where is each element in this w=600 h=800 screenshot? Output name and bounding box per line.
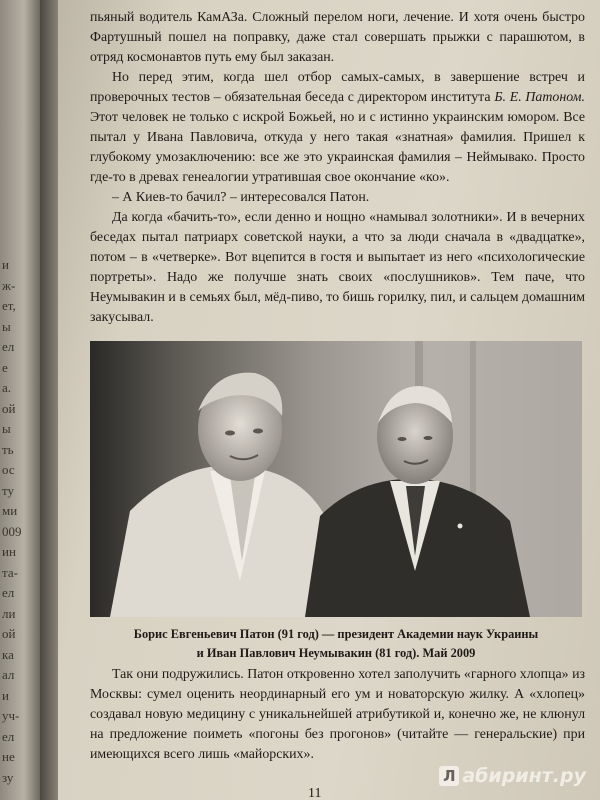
book-gutter (40, 0, 60, 800)
left-page-fragment: ел (2, 585, 15, 600)
paragraph-5: Так они подружились. Патон откровенно хотел заполучить «гарного хлопца» из Москвы: сумел оценить неординарный его ум и новаторскую жилку. А «хлопец» создавал новую медицину с уникальнейшей атрибутикой и, конечно же, не клюнул на предложение поиметь «погоны без прогонов» (читайте — генеральские) при имеющихся всего лишь «майорских». (90, 667, 585, 762)
left-page-fragment: ж- (2, 277, 16, 293)
left-page-fragment: уч- (2, 708, 20, 723)
left-page-fragment: ли (2, 605, 16, 621)
caption-line-2: и Иван Павлович Неумывакин (81 год). Май 2009 (196, 646, 476, 660)
labirint-logo-icon: Л (439, 766, 459, 786)
left-page-fragment: ой (2, 400, 16, 416)
left-page-fragment: зу (2, 769, 14, 785)
left-page-fragment: ал (2, 667, 15, 682)
left-page-fragment: ы (2, 421, 11, 436)
bottom-text-block (90, 665, 585, 765)
name-emphasis: Б. Е. Патоном. (494, 90, 586, 105)
left-page-fragment: ой (2, 626, 16, 641)
photo-illustration (90, 341, 582, 617)
left-page-fragment: ту (2, 482, 15, 498)
watermark-text: абиринт.ру (462, 765, 586, 787)
book-page (58, 0, 600, 800)
left-page-fragment: и (2, 687, 9, 703)
labirint-watermark (439, 765, 586, 787)
caption-line-1: Борис Евгеньевич Патон (91 год) — президент Академии наук Украины (133, 627, 539, 641)
left-page-fragment: 009 (2, 523, 22, 539)
left-page-fragment: ел (2, 339, 15, 354)
paragraph-3: – А Киев-то бачил? – интересовался Патон. (112, 190, 370, 205)
left-page-edge (0, 0, 40, 800)
left-page-fragment: не (2, 749, 15, 764)
left-page-fragment: ть (2, 441, 14, 457)
paragraph-1: пьяный водитель КамАЗа. Сложный перелом ноги, лечение. И хотя очень быстро Фартушный пошел на поправку, даже стал совершать прыжки с парашютом, в отряд космонавтов путь ему был заказан. (90, 10, 585, 65)
left-page-fragment: и (2, 257, 9, 272)
left-page-fragment: ос (2, 462, 15, 477)
page-number: 11 (308, 786, 322, 800)
left-page-fragment: е (2, 359, 8, 375)
photo-two-men (90, 341, 582, 617)
paragraph-2: Но перед этим, когда шел отбор самых-самых, в завершение встреч и проверочных тестов – обязательная беседа с директором института Б. Е. Патоном. Этот человек не только с искрой Божьей, но и с истинно украинским юмором. Все пытал у Ивана Павловича, откуда у него такая «знатная» фамилия. Пришел к глубокому умозаключению: все же это украинская фамилия – Неймывако. Просто где-то в древах генеалогии утратившая свое окончание «ко». (90, 70, 586, 185)
left-page-fragment: та- (2, 564, 18, 580)
left-page-fragment: а. (2, 380, 12, 395)
top-text-block (90, 8, 585, 328)
left-page-fragment: ин (2, 544, 16, 559)
left-page-fragment: ел (2, 728, 15, 744)
paragraph-4: Да когда «бачить-то», если денно и нощно «намывал золотники». И в вечерних беседах пытал патриарх советской науки, а что за люди сначала в «двадцатке», потом – в «четверке». Вот вцепится в гостя и выпытает из него «психологические портреты». Надо же получше знать своих «послушников». Тем паче, что Неумывакин и в семьях был, мёд-пиво, то бишь горилку, пил, и сальцем домашним закусывал. (90, 210, 585, 325)
photo-caption (90, 625, 582, 663)
left-page-fragment: ет, (2, 298, 16, 313)
left-page-fragment: ка (2, 646, 14, 662)
left-page-fragment: ы (2, 318, 11, 334)
left-page-fragment: ми (2, 503, 18, 518)
